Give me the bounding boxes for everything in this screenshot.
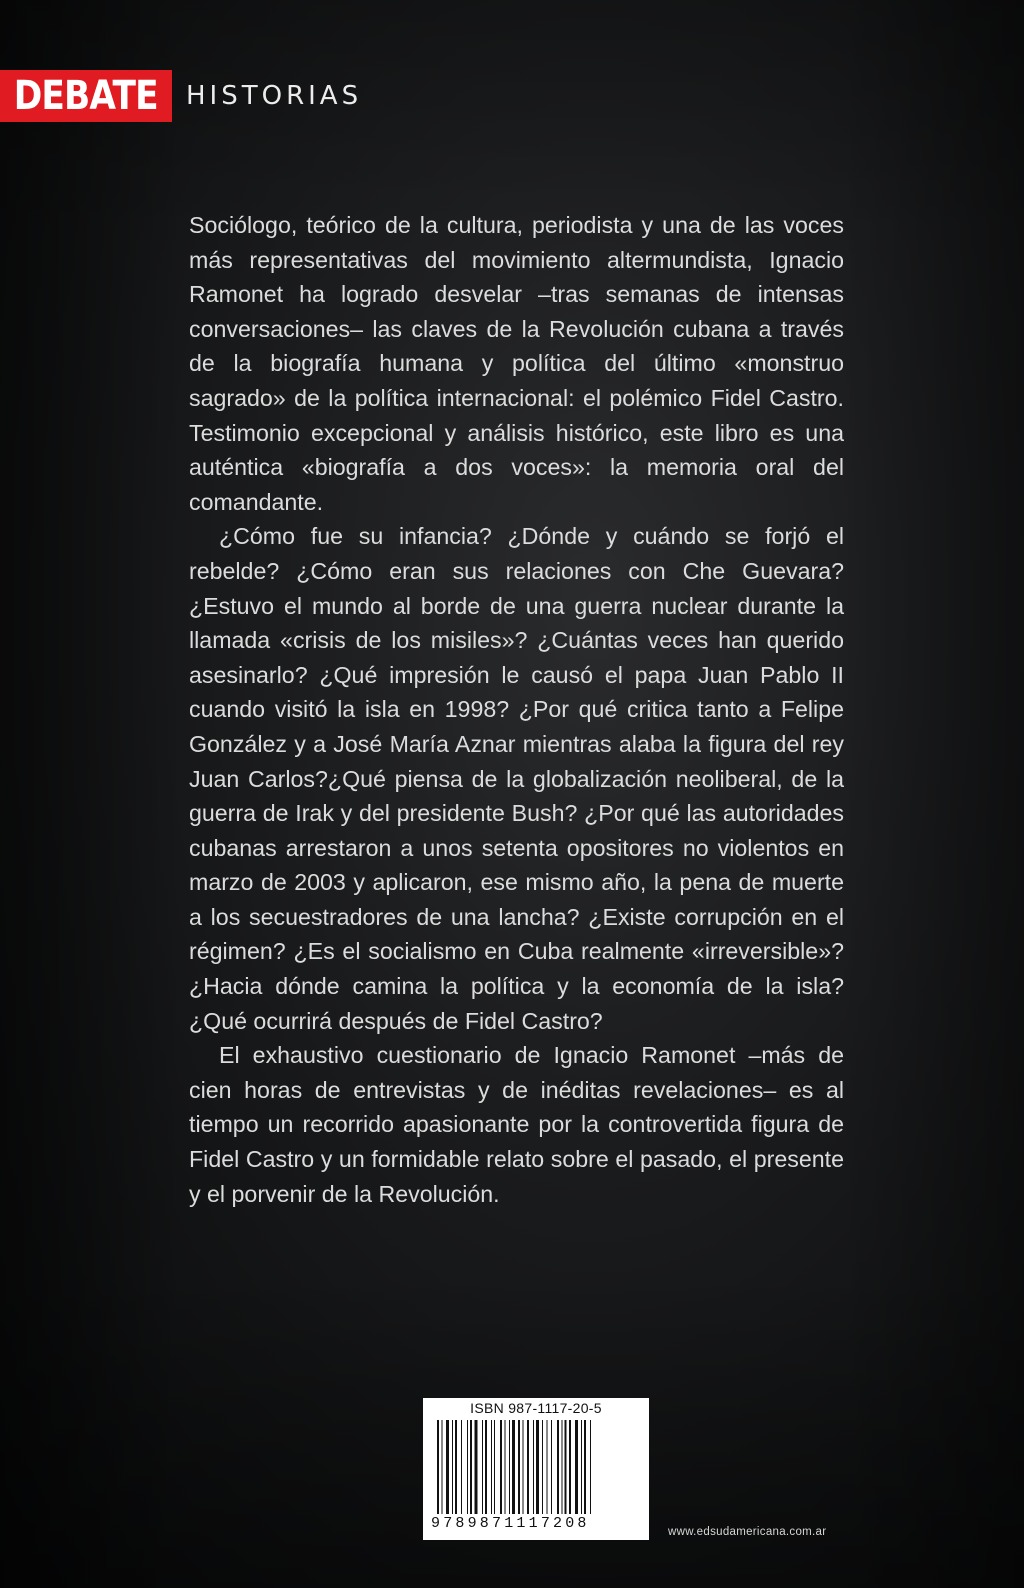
barcode-bar — [575, 1420, 578, 1514]
collection-name: HISTORIAS — [186, 81, 363, 111]
barcode-bar — [569, 1420, 571, 1514]
barcode-bar — [512, 1420, 515, 1514]
barcode-bar — [536, 1420, 539, 1514]
barcode-bar — [455, 1420, 457, 1514]
blurb-paragraph-3: El exhaustivo cuestionario de Ignacio Ramonet –más de cien horas de entrevistas y de inéditas revelaciones– es al tiempo un recorrido apasionante por la controvertida figura de Fidel Castro y un formidable relato sobre el pasado, el presente y el porvenir de la Revolución. — [189, 1042, 844, 1207]
barcode-bar — [446, 1420, 449, 1514]
barcode-bar — [551, 1420, 552, 1514]
barcode-bar — [581, 1420, 582, 1514]
barcode-bars — [437, 1420, 635, 1514]
barcode-bar — [475, 1420, 478, 1514]
barcode-bar — [500, 1420, 502, 1514]
publisher-logo — [0, 70, 362, 122]
blurb-paragraph-1: Sociólogo, teórico de la cultura, periodista y una de las voces más representativas del movimiento altermundista, Ignacio Ramonet ha logrado desvelar –tras semanas de intensas conversaciones– las claves de la Revolución cubana a través de la biografía humana y política del último «monstruo sagrado» de la política internacional: el polémico Fidel Castro. Testimonio excepcional y análisis histórico, este libro es una auténtica «biografía a dos voces»: la memoria oral del comandante. — [189, 212, 844, 515]
barcode-label — [423, 1398, 649, 1540]
barcode-bar — [491, 1420, 492, 1514]
barcode-bar — [437, 1420, 439, 1514]
barcode-bar — [494, 1420, 495, 1514]
barcode-bar — [542, 1420, 543, 1514]
barcode-bar — [523, 1420, 524, 1514]
barcode-bar — [452, 1420, 453, 1514]
barcode-bar — [584, 1420, 586, 1514]
publisher-name: DEBATE — [13, 73, 159, 119]
barcode-bar — [527, 1420, 529, 1514]
barcode-bar — [557, 1420, 559, 1514]
barcode-bar — [442, 1420, 443, 1514]
barcode-bar — [533, 1420, 534, 1514]
barcode-bar — [565, 1420, 567, 1514]
back-cover-blurb — [189, 208, 844, 1211]
barcode-bar — [485, 1420, 487, 1514]
barcode-bar — [547, 1420, 548, 1514]
barcode-bar — [467, 1420, 468, 1514]
publisher-website: www.edsudamericana.com.ar — [668, 1526, 827, 1538]
publisher-logo-box — [0, 70, 172, 122]
barcode-bar — [590, 1420, 591, 1514]
barcode-bar — [518, 1420, 520, 1514]
barcode-bar — [509, 1420, 510, 1514]
barcode-bar — [562, 1420, 563, 1514]
barcode-bar — [470, 1420, 472, 1514]
ean-digits: 9789871117208 — [431, 1515, 590, 1532]
blurb-paragraph-2: ¿Cómo fue su infancia? ¿Dónde y cuándo se forjó el rebelde? ¿Cómo eran sus relaciones con Che Guevara? ¿Estuvo el mundo al borde de una guerra nuclear durante la llamada «crisis de los misiles»? ¿Cuántas veces han querido asesinarlo? ¿Qué impresión le causó el papa Juan Pablo II cuando visitó la isla en 1998? ¿Por qué critica tanto a Felipe González y a José María Aznar mientras alaba la figura del rey Juan Carlos?¿Qué piensa de la globalización neoliberal, de la guerra de Irak y del presidente Bush? ¿Por qué las autoridades cubanas arrestaron a unos setenta opositores no violentos en marzo de 2003 y aplicaron, ese mismo año, la pena de muerte a los secuestradores de una lancha? ¿Existe corrupción en el régimen? ¿Es el socialismo en Cuba realmente «irreversible»? ¿Hacia dónde camina la política y la economía de la isla? ¿Qué ocurrirá después de Fidel Castro? — [189, 523, 844, 1034]
barcode-bar — [461, 1420, 462, 1514]
barcode-bar — [505, 1420, 506, 1514]
barcode-bar — [482, 1420, 483, 1514]
isbn-number: ISBN 987-1117-20-5 — [470, 1400, 602, 1416]
